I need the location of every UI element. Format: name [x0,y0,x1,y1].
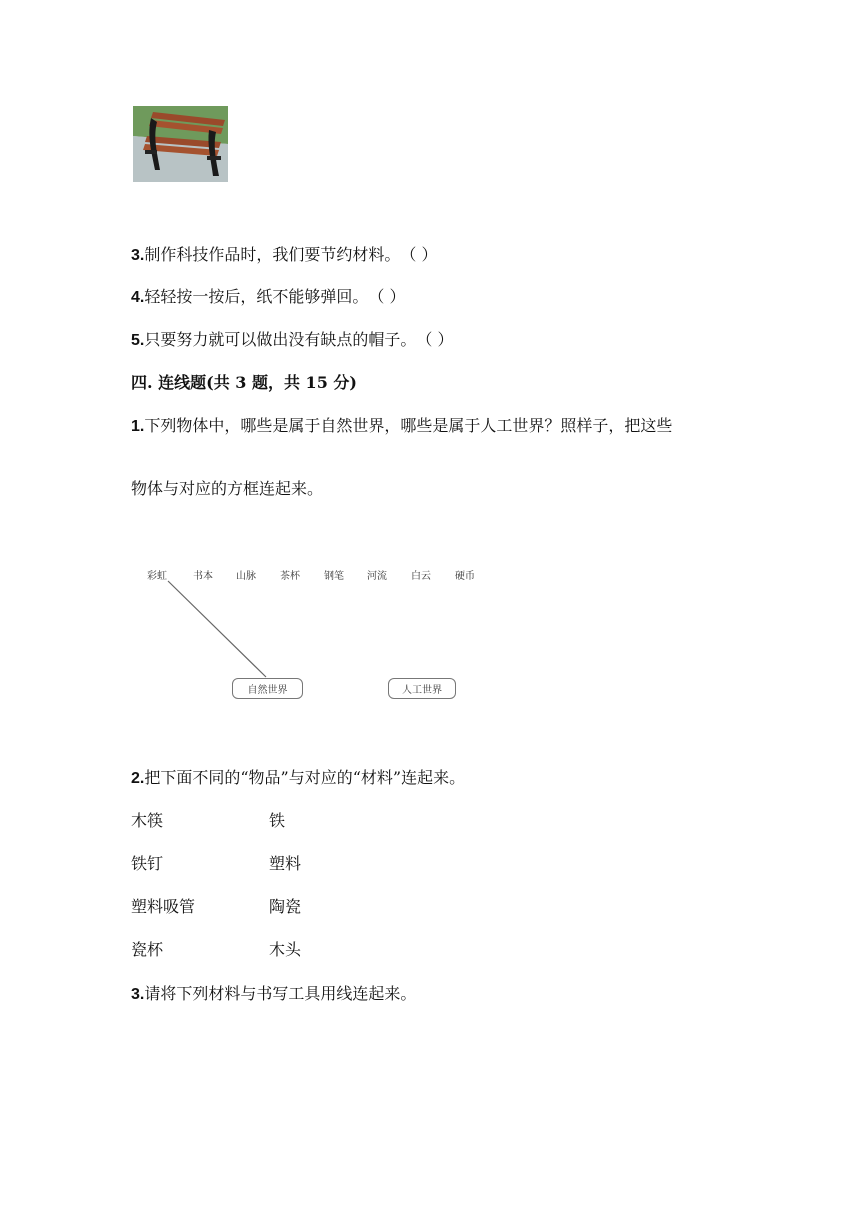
material-wood[interactable]: 木头 [269,940,302,959]
artificial-world-box[interactable]: 人工世界 [388,678,456,699]
section-heading: 四. 连线题(共 3 题，共 15 分) [131,373,357,392]
item-nail[interactable]: 铁钉 [131,854,164,873]
item-cup[interactable]: 瓷杯 [131,940,164,959]
answer-blank[interactable]: （ ） [400,245,438,264]
judgment-item-5: 5.只要努力就可以做出没有缺点的帽子。（ ） [131,330,454,349]
item-chopsticks[interactable]: 木筷 [131,811,164,830]
judgment-item-3: 3.制作科技作品时，我们要节约材料。（ ） [131,245,438,264]
word-rainbow[interactable]: 彩虹 [147,571,167,582]
material-ceramic[interactable]: 陶瓷 [269,897,302,916]
bench-image [133,106,228,182]
answer-blank[interactable]: （ ） [416,330,454,349]
question-2: 2.把下面不同的“物品”与对应的“材料”连起来。 [131,768,466,787]
item-straw[interactable]: 塑料吸管 [131,897,196,916]
word-coin[interactable]: 硬币 [455,571,475,582]
word-mountain[interactable]: 山脉 [236,571,256,582]
word-pen[interactable]: 钢笔 [324,571,344,582]
word-book[interactable]: 书本 [193,571,213,582]
word-cloud[interactable]: 白云 [411,571,431,582]
judgment-item-4: 4.轻轻按一按后，纸不能够弹回。（ ） [131,287,406,306]
park-bench-icon [133,106,228,182]
material-plastic[interactable]: 塑料 [269,854,302,873]
material-iron[interactable]: 铁 [269,811,286,830]
question-1-line-2: 物体与对应的方框连起来。 [131,479,324,498]
natural-world-box[interactable]: 自然世界 [232,678,303,699]
question-1-line-1: 1.下列物体中，哪些是属于自然世界，哪些是属于人工世界？照样子，把这些 [131,416,673,435]
word-teacup[interactable]: 茶杯 [280,571,300,582]
answer-blank[interactable]: （ ） [368,287,406,306]
matching-diagram [140,560,500,710]
question-3: 3.请将下列材料与书写工具用线连起来。 [131,984,417,1003]
word-river[interactable]: 河流 [367,571,387,582]
